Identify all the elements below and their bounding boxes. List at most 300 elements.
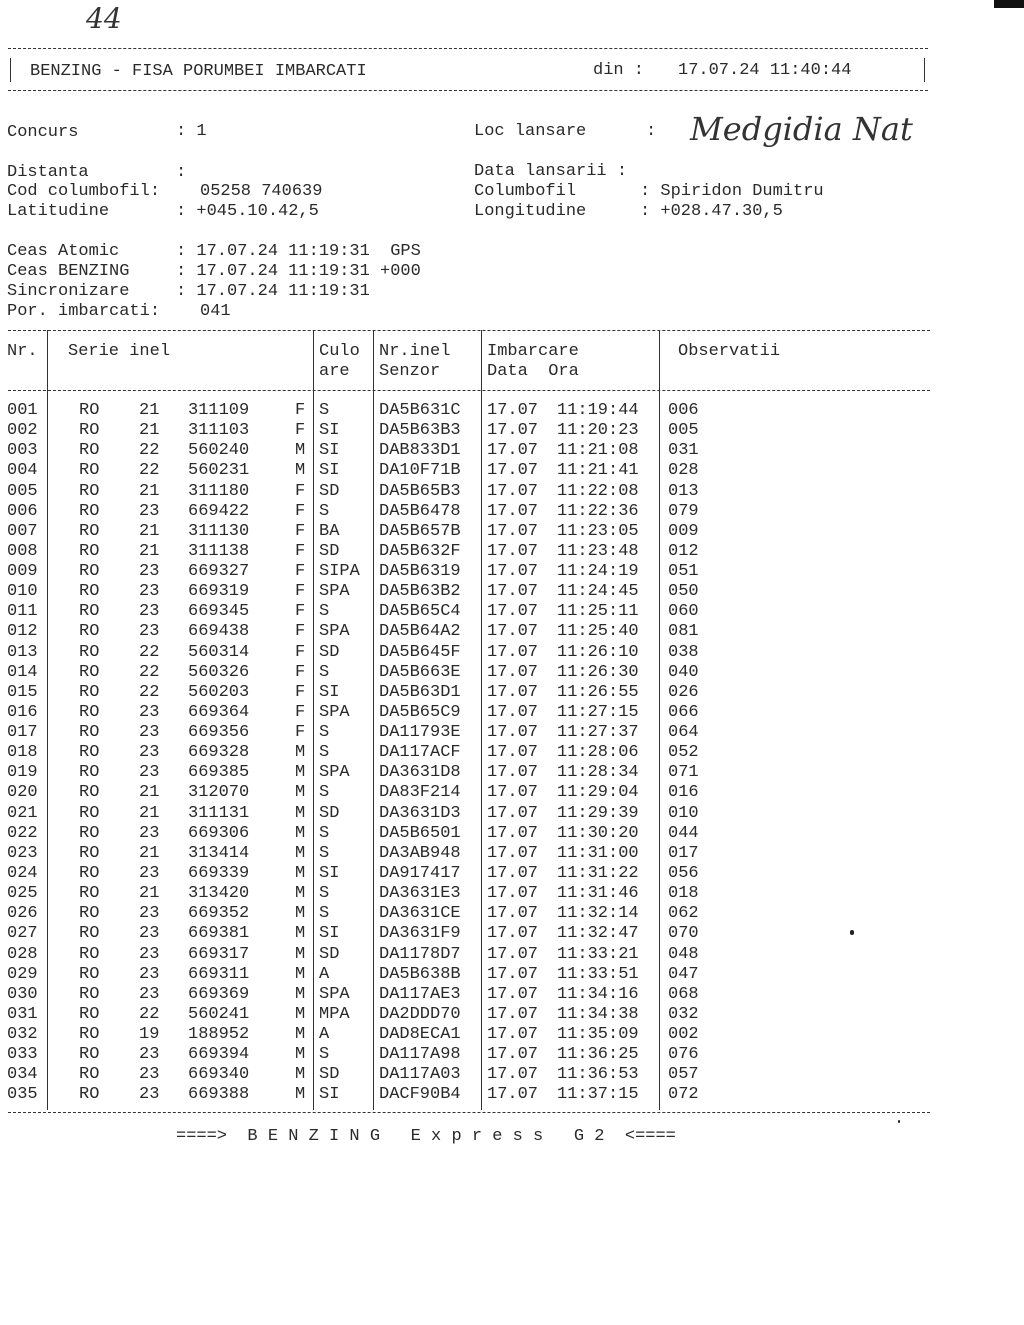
table-row — [0, 1045, 930, 1065]
row-an: 21 — [139, 803, 160, 823]
row-data: 17.07 — [487, 1065, 539, 1085]
row-senzor: DA5B65C9 — [379, 702, 461, 722]
row-nr: 027 — [7, 924, 38, 944]
row-senzor: DA117ACF — [379, 743, 461, 763]
row-nr: 024 — [7, 863, 38, 883]
row-observatii: 002 — [668, 1025, 699, 1045]
row-culoare: S — [319, 662, 330, 682]
row-observatii: 012 — [668, 541, 699, 561]
table-row — [0, 844, 930, 864]
row-nr: 022 — [7, 823, 38, 843]
row-tara: RO — [79, 763, 100, 783]
row-ora: 11:25:11 — [557, 602, 639, 622]
row-data: 17.07 — [487, 622, 539, 642]
row-an: 22 — [139, 682, 160, 702]
col-header-culoare-1: Culo — [319, 342, 360, 361]
row-tara: RO — [79, 884, 100, 904]
row-data: 17.07 — [487, 924, 539, 944]
row-nr: 030 — [7, 984, 38, 1004]
row-data: 17.07 — [487, 1004, 539, 1024]
row-ora: 11:27:15 — [557, 702, 639, 722]
row-observatii: 009 — [668, 521, 699, 541]
table-row — [0, 783, 930, 803]
row-tara: RO — [79, 1045, 100, 1065]
row-ora: 11:35:09 — [557, 1025, 639, 1045]
columbofil-label: Columbofil — [474, 182, 577, 201]
row-culoare: SI — [319, 441, 340, 461]
row-observatii: 057 — [668, 1065, 699, 1085]
row-sex: M — [295, 964, 306, 984]
date-label: din : — [593, 61, 645, 80]
row-serie: 560203 — [188, 682, 250, 702]
row-senzor: DA5B6319 — [379, 562, 461, 582]
row-tara: RO — [79, 1025, 100, 1045]
row-serie: 669339 — [188, 863, 250, 883]
row-sex: M — [295, 1045, 306, 1065]
row-serie: 669422 — [188, 501, 250, 521]
row-culoare: S — [319, 823, 330, 843]
row-culoare: SI — [319, 1085, 340, 1105]
row-tara: RO — [79, 642, 100, 662]
row-observatii: 032 — [668, 1004, 699, 1024]
row-observatii: 081 — [668, 622, 699, 642]
concurs-label: Concurs — [7, 123, 79, 142]
table-row — [0, 743, 930, 763]
row-an: 22 — [139, 1004, 160, 1024]
table-row — [0, 401, 930, 421]
row-sex: M — [295, 783, 306, 803]
row-tara: RO — [79, 723, 100, 743]
row-culoare: S — [319, 884, 330, 904]
row-an: 23 — [139, 823, 160, 843]
row-an: 23 — [139, 924, 160, 944]
row-tara: RO — [79, 944, 100, 964]
col-header-imbarcare-2: Data Ora — [487, 362, 579, 381]
loc-lansare-handwritten: Medgidia Nat — [690, 110, 913, 148]
table-row — [0, 421, 930, 441]
row-ora: 11:19:44 — [557, 401, 639, 420]
row-serie: 560241 — [188, 1004, 250, 1024]
concurs-value: : 1 — [176, 122, 207, 141]
columbofil-value: : Spiridon Dumitru — [640, 182, 824, 201]
row-an: 23 — [139, 1065, 160, 1085]
row-an: 23 — [139, 763, 160, 783]
row-sex: M — [295, 1025, 306, 1045]
row-nr: 014 — [7, 662, 38, 682]
row-culoare: SI — [319, 461, 340, 481]
row-ora: 11:24:45 — [557, 582, 639, 602]
row-tara: RO — [79, 904, 100, 924]
row-sex: M — [295, 944, 306, 964]
latitudine-label: Latitudine — [7, 202, 110, 221]
row-tara: RO — [79, 1065, 100, 1085]
table-row — [0, 763, 930, 783]
row-ora: 11:25:40 — [557, 622, 639, 642]
row-senzor: DA3631F9 — [379, 924, 461, 944]
row-sex: F — [295, 662, 306, 682]
row-sex: M — [295, 461, 306, 481]
scan-speck — [850, 930, 854, 935]
row-sex: M — [295, 884, 306, 904]
cod-columbofil-value: 05258 740639 — [200, 182, 323, 201]
row-data: 17.07 — [487, 1025, 539, 1045]
row-senzor: DA3631D8 — [379, 763, 461, 783]
row-an: 23 — [139, 964, 160, 984]
sincronizare-value: : 17.07.24 11:19:31 — [176, 282, 370, 301]
row-tara: RO — [79, 622, 100, 642]
row-ora: 11:32:47 — [557, 924, 639, 944]
row-data: 17.07 — [487, 843, 539, 863]
row-serie: 313420 — [188, 884, 250, 904]
row-culoare: S — [319, 723, 330, 743]
row-sex: F — [295, 682, 306, 702]
col-header-nrinel-2: Senzor — [379, 362, 441, 381]
row-serie: 312070 — [188, 783, 250, 803]
distanta-value: : — [176, 163, 187, 182]
row-serie: 311180 — [188, 481, 250, 501]
row-observatii: 068 — [668, 984, 699, 1004]
row-senzor: DA5B645F — [379, 642, 461, 662]
row-serie: 560326 — [188, 662, 250, 682]
row-senzor: DA5B64A2 — [379, 622, 461, 642]
header-bottom-border — [8, 90, 928, 91]
row-ora: 11:37:15 — [557, 1085, 639, 1105]
row-culoare: S — [319, 743, 330, 763]
table-row — [0, 904, 930, 924]
row-senzor: DA3631E3 — [379, 884, 461, 904]
row-ora: 11:32:14 — [557, 904, 639, 924]
row-data: 17.07 — [487, 1045, 539, 1065]
row-tara: RO — [79, 823, 100, 843]
row-observatii: 038 — [668, 642, 699, 662]
row-nr: 018 — [7, 743, 38, 763]
row-sex: M — [295, 763, 306, 783]
ceas-benzing-label: Ceas BENZING — [7, 262, 130, 281]
row-senzor: DA3631CE — [379, 904, 461, 924]
row-sex: M — [295, 924, 306, 944]
table-row — [0, 602, 930, 622]
row-an: 21 — [139, 783, 160, 803]
row-serie: 669352 — [188, 904, 250, 924]
row-tara: RO — [79, 1004, 100, 1024]
row-an: 22 — [139, 662, 160, 682]
table-row — [0, 824, 930, 844]
row-serie: 560314 — [188, 642, 250, 662]
row-sex: M — [295, 904, 306, 924]
row-tara: RO — [79, 501, 100, 521]
row-culoare: SI — [319, 421, 340, 441]
row-senzor: DAB833D1 — [379, 441, 461, 461]
row-serie: 311130 — [188, 521, 250, 541]
row-data: 17.07 — [487, 602, 539, 622]
row-culoare: S — [319, 843, 330, 863]
row-serie: 313414 — [188, 843, 250, 863]
row-senzor: DACF90B4 — [379, 1085, 461, 1105]
row-nr: 009 — [7, 562, 38, 582]
row-data: 17.07 — [487, 541, 539, 561]
row-tara: RO — [79, 481, 100, 501]
row-data: 17.07 — [487, 984, 539, 1004]
row-sex: M — [295, 441, 306, 461]
scan-edge — [994, 0, 1024, 8]
row-data: 17.07 — [487, 562, 539, 582]
row-culoare: SPA — [319, 984, 350, 1004]
row-sex: M — [295, 1085, 306, 1105]
row-senzor: DA5B657B — [379, 521, 461, 541]
row-ora: 11:24:19 — [557, 562, 639, 582]
row-sex: F — [295, 702, 306, 722]
row-data: 17.07 — [487, 702, 539, 722]
row-culoare: SD — [319, 1065, 340, 1085]
row-culoare: SPA — [319, 622, 350, 642]
row-senzor: DA3AB948 — [379, 843, 461, 863]
scan-speck — [898, 1120, 900, 1123]
distanta-label: Distanta — [7, 163, 89, 182]
row-data: 17.07 — [487, 501, 539, 521]
row-observatii: 040 — [668, 662, 699, 682]
row-sex: F — [295, 501, 306, 521]
ceas-atomic-label: Ceas Atomic — [7, 242, 120, 261]
row-serie: 669328 — [188, 743, 250, 763]
por-imbarcati-value: 041 — [200, 302, 231, 321]
row-an: 21 — [139, 481, 160, 501]
row-ora: 11:31:00 — [557, 843, 639, 863]
row-senzor: DA117A98 — [379, 1045, 461, 1065]
row-ora: 11:28:34 — [557, 763, 639, 783]
row-nr: 007 — [7, 521, 38, 541]
row-serie: 311138 — [188, 541, 250, 561]
row-serie: 669340 — [188, 1065, 250, 1085]
row-serie: 669356 — [188, 723, 250, 743]
table-row — [0, 502, 930, 522]
row-serie: 311103 — [188, 421, 250, 441]
row-observatii: 006 — [668, 401, 699, 420]
row-nr: 033 — [7, 1045, 38, 1065]
row-senzor: DA1178D7 — [379, 944, 461, 964]
row-ora: 11:26:55 — [557, 682, 639, 702]
row-data: 17.07 — [487, 823, 539, 843]
row-nr: 001 — [7, 401, 38, 420]
row-observatii: 079 — [668, 501, 699, 521]
table-row — [0, 482, 930, 502]
row-serie: 669319 — [188, 582, 250, 602]
row-data: 17.07 — [487, 401, 539, 420]
row-senzor: DA3631D3 — [379, 803, 461, 823]
row-culoare: SI — [319, 863, 340, 883]
row-an: 23 — [139, 904, 160, 924]
table-header-divider — [8, 390, 930, 391]
row-data: 17.07 — [487, 723, 539, 743]
cod-columbofil-label: Cod columbofil: — [7, 182, 161, 201]
row-tara: RO — [79, 743, 100, 763]
row-nr: 017 — [7, 723, 38, 743]
row-sex: F — [295, 521, 306, 541]
row-nr: 012 — [7, 622, 38, 642]
row-sex: F — [295, 622, 306, 642]
row-culoare: SD — [319, 803, 340, 823]
row-observatii: 013 — [668, 481, 699, 501]
row-observatii: 026 — [668, 682, 699, 702]
table-bottom-border — [8, 1112, 930, 1113]
row-nr: 004 — [7, 461, 38, 481]
row-tara: RO — [79, 1085, 100, 1105]
row-an: 22 — [139, 642, 160, 662]
row-nr: 006 — [7, 501, 38, 521]
row-nr: 015 — [7, 682, 38, 702]
row-serie: 560240 — [188, 441, 250, 461]
row-nr: 029 — [7, 964, 38, 984]
row-ora: 11:28:06 — [557, 743, 639, 763]
row-ora: 11:31:22 — [557, 863, 639, 883]
row-ora: 11:36:25 — [557, 1045, 639, 1065]
row-observatii: 051 — [668, 562, 699, 582]
print-datetime: 17.07.24 11:40:44 — [678, 61, 852, 80]
page-number-handwritten: 44 — [86, 2, 122, 35]
row-data: 17.07 — [487, 461, 539, 481]
row-an: 23 — [139, 944, 160, 964]
row-sex: F — [295, 481, 306, 501]
row-data: 17.07 — [487, 682, 539, 702]
data-lansarii-label: Data lansarii : — [474, 162, 628, 181]
row-nr: 010 — [7, 582, 38, 602]
row-senzor: DA117AE3 — [379, 984, 461, 1004]
table-row — [0, 985, 930, 1005]
row-data: 17.07 — [487, 803, 539, 823]
row-nr: 028 — [7, 944, 38, 964]
row-nr: 026 — [7, 904, 38, 924]
row-nr: 020 — [7, 783, 38, 803]
row-data: 17.07 — [487, 582, 539, 602]
row-serie: 669388 — [188, 1085, 250, 1105]
row-data: 17.07 — [487, 421, 539, 441]
row-culoare: S — [319, 783, 330, 803]
table-top-border — [8, 330, 930, 331]
row-culoare: S — [319, 1045, 330, 1065]
row-an: 22 — [139, 441, 160, 461]
document-title: BENZING - FISA PORUMBEI IMBARCATI — [30, 62, 367, 81]
row-nr: 002 — [7, 421, 38, 441]
loc-colon: : — [646, 122, 657, 141]
row-culoare: SPA — [319, 763, 350, 783]
row-tara: RO — [79, 843, 100, 863]
table-row — [0, 461, 930, 481]
row-senzor: DA2DDD70 — [379, 1004, 461, 1024]
row-an: 23 — [139, 501, 160, 521]
row-an: 22 — [139, 461, 160, 481]
row-culoare: A — [319, 1025, 330, 1045]
row-serie: 669438 — [188, 622, 250, 642]
row-senzor: DA5B65B3 — [379, 481, 461, 501]
row-tara: RO — [79, 562, 100, 582]
row-data: 17.07 — [487, 763, 539, 783]
row-an: 23 — [139, 723, 160, 743]
row-culoare: SD — [319, 481, 340, 501]
row-tara: RO — [79, 863, 100, 883]
row-culoare: SPA — [319, 702, 350, 722]
row-an: 21 — [139, 541, 160, 561]
table-row — [0, 542, 930, 562]
row-ora: 11:27:37 — [557, 723, 639, 743]
row-ora: 11:29:04 — [557, 783, 639, 803]
row-sex: F — [295, 723, 306, 743]
row-observatii: 060 — [668, 602, 699, 622]
row-nr: 032 — [7, 1025, 38, 1045]
row-tara: RO — [79, 984, 100, 1004]
row-data: 17.07 — [487, 783, 539, 803]
row-data: 17.07 — [487, 662, 539, 682]
row-an: 21 — [139, 521, 160, 541]
table-row — [0, 703, 930, 723]
row-sex: M — [295, 743, 306, 763]
table-row — [0, 1065, 930, 1085]
row-culoare: S — [319, 602, 330, 622]
table-row — [0, 924, 930, 944]
row-senzor: DA5B6478 — [379, 501, 461, 521]
row-sex: F — [295, 602, 306, 622]
row-sex: M — [295, 1065, 306, 1085]
row-senzor: DA5B631C — [379, 401, 461, 420]
col-header-nr: Nr. — [7, 342, 38, 361]
row-an: 23 — [139, 1085, 160, 1105]
row-observatii: 064 — [668, 723, 699, 743]
row-observatii: 062 — [668, 904, 699, 924]
row-observatii: 018 — [668, 884, 699, 904]
row-tara: RO — [79, 803, 100, 823]
table-row — [0, 441, 930, 461]
row-serie: 669311 — [188, 964, 250, 984]
longitudine-label: Longitudine — [474, 202, 587, 221]
row-ora: 11:26:30 — [557, 662, 639, 682]
row-senzor: DA5B65C4 — [379, 602, 461, 622]
row-sex: M — [295, 803, 306, 823]
row-tara: RO — [79, 602, 100, 622]
row-tara: RO — [79, 441, 100, 461]
row-an: 23 — [139, 702, 160, 722]
row-an: 23 — [139, 602, 160, 622]
table-row — [0, 884, 930, 904]
row-serie: 311109 — [188, 401, 250, 420]
row-serie: 669327 — [188, 562, 250, 582]
row-senzor: DA5B632F — [379, 541, 461, 561]
row-data: 17.07 — [487, 884, 539, 904]
row-observatii: 047 — [668, 964, 699, 984]
row-an: 21 — [139, 401, 160, 420]
row-observatii: 066 — [668, 702, 699, 722]
row-senzor: DA117A03 — [379, 1065, 461, 1085]
row-observatii: 031 — [668, 441, 699, 461]
row-serie: 669317 — [188, 944, 250, 964]
row-tara: RO — [79, 964, 100, 984]
row-an: 23 — [139, 1045, 160, 1065]
row-observatii: 052 — [668, 743, 699, 763]
table-row — [0, 663, 930, 683]
table-row — [0, 1025, 930, 1045]
row-data: 17.07 — [487, 743, 539, 763]
row-culoare: BA — [319, 521, 340, 541]
row-observatii: 044 — [668, 823, 699, 843]
row-tara: RO — [79, 924, 100, 944]
row-sex: M — [295, 863, 306, 883]
row-culoare: SD — [319, 541, 340, 561]
row-sex: F — [295, 562, 306, 582]
row-an: 23 — [139, 863, 160, 883]
table-row — [0, 1085, 930, 1105]
row-ora: 11:33:51 — [557, 964, 639, 984]
row-tara: RO — [79, 702, 100, 722]
por-imbarcati-label: Por. imbarcati: — [7, 302, 161, 321]
loc-lansare-label: Loc lansare — [474, 122, 587, 141]
row-ora: 11:21:08 — [557, 441, 639, 461]
